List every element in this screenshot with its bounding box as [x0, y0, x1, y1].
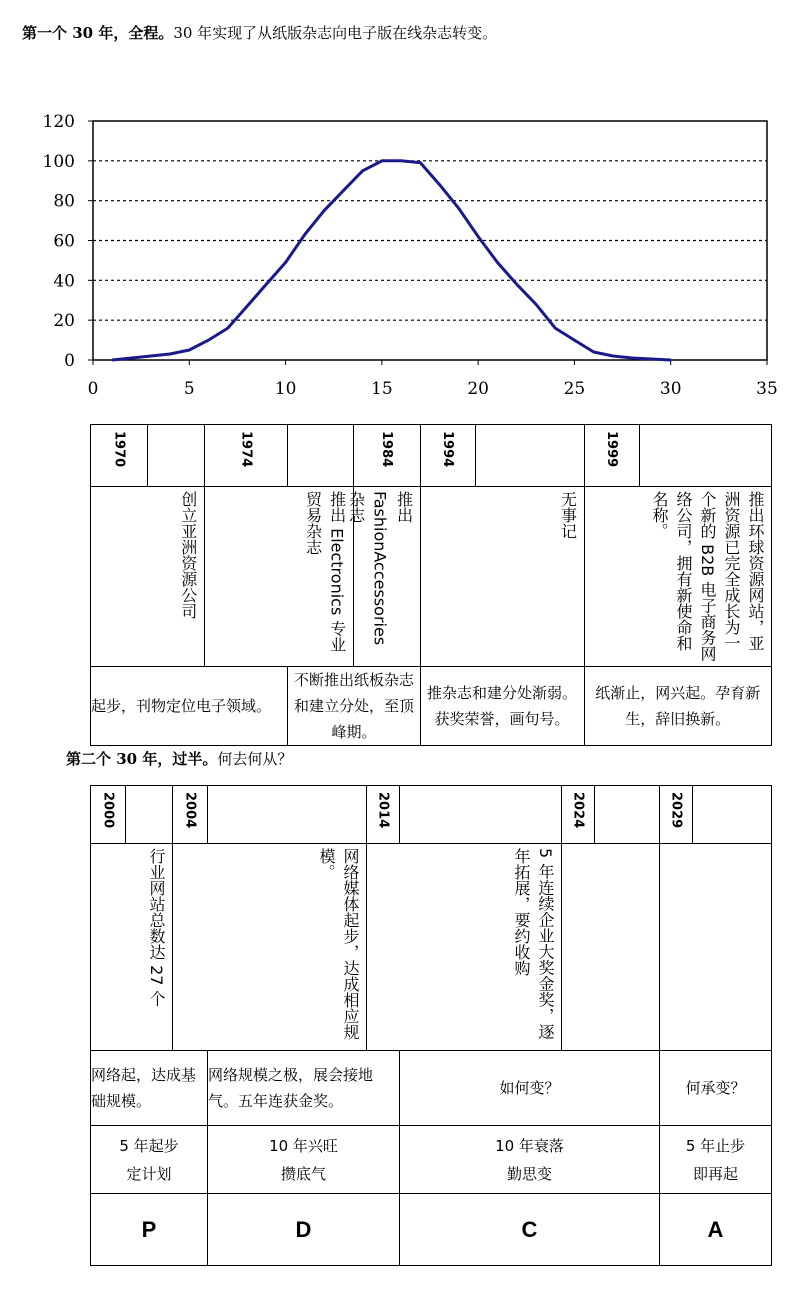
phase-c-line1: 10 年衰落	[495, 1136, 564, 1155]
series-line	[112, 161, 670, 360]
y-tick-label: 80	[53, 191, 75, 212]
data-point	[670, 359, 672, 361]
data-point	[111, 359, 113, 361]
x-tick-label: 5	[183, 379, 195, 399]
data-point	[650, 358, 652, 360]
empty-cell	[288, 425, 353, 487]
pdca-letter-cell	[400, 1194, 660, 1266]
data-point	[438, 184, 440, 186]
event-cell	[420, 487, 584, 667]
year-2024: 2024	[570, 792, 586, 829]
data-point	[400, 160, 402, 162]
data-point	[458, 207, 460, 209]
summary-2-2: 网络规模之极，展会接地气。五年连获金奖。	[208, 1066, 374, 1110]
lifecycle-line-chart	[0, 95, 800, 405]
year-cell	[584, 425, 639, 487]
y-tick-label: 0	[64, 351, 75, 371]
pdca-letter-cell	[208, 1194, 400, 1266]
event-1999: 推出环球资源网站，亚洲资源已完全成长为一个新的 B2B 电子商务网络公司，拥有新使命和名称。	[650, 491, 765, 662]
phase-d-line2: 攒底气	[280, 1164, 326, 1183]
event-1974: 推出 Electronics 专业贸易杂志	[303, 491, 347, 653]
y-tick-label: 60	[53, 231, 75, 252]
year-cell	[173, 786, 208, 844]
empty-cell	[693, 786, 772, 844]
timeline-table-1	[90, 424, 772, 746]
data-point	[323, 209, 325, 211]
summary-2-3: 如何变？	[499, 1079, 560, 1097]
phase-d-line1: 10 年兴旺	[269, 1136, 338, 1155]
data-point	[515, 283, 517, 285]
year-1970: 1970	[111, 431, 127, 468]
summary-2-1: 网络起，达成基础规模。	[91, 1066, 197, 1110]
event-cell	[367, 844, 562, 1051]
event-1994: 无事记	[558, 491, 578, 539]
year-1994: 1994	[440, 431, 456, 468]
data-point	[554, 327, 556, 329]
pdca-letter-p: P	[141, 1216, 157, 1242]
section-heading-1	[22, 22, 497, 43]
year-cell	[91, 425, 148, 487]
empty-cell	[126, 786, 173, 844]
pdca-letter-d: D	[295, 1216, 312, 1242]
data-point	[265, 283, 267, 285]
event-cell	[562, 844, 660, 1051]
year-2000: 2000	[100, 792, 116, 829]
data-point	[381, 160, 383, 162]
section-heading-2-text: 何去何从？	[217, 750, 293, 768]
summary-cell	[400, 1051, 660, 1126]
event-2004: 网络媒体起步，达成相应规模。	[317, 848, 360, 1040]
event-2000: 行业网站总数达 27 个	[147, 848, 166, 1007]
data-point	[304, 233, 306, 235]
x-tick-label: 10	[274, 379, 297, 399]
year-2004: 2004	[182, 792, 198, 829]
year-cell	[204, 425, 288, 487]
empty-cell	[639, 425, 771, 487]
section-heading-1-bold: 第一个 30 年，全程。	[22, 24, 174, 42]
data-point	[246, 305, 248, 307]
y-tick-label: 100	[42, 151, 75, 172]
summary-cell	[288, 667, 420, 746]
event-1984: 推出 FashionAccessories 杂志	[346, 491, 414, 646]
event-cell	[346, 487, 420, 667]
year-cell	[91, 786, 126, 844]
phase-a-line1: 5 年止步	[685, 1136, 746, 1155]
pdca-letter-c: C	[521, 1216, 538, 1242]
y-tick-label: 20	[53, 311, 75, 332]
summary-3: 推杂志和建分处渐弱。获奖荣誉，画句号。	[427, 684, 578, 728]
data-point	[130, 357, 132, 359]
data-point	[284, 261, 286, 263]
empty-cell	[147, 425, 204, 487]
event-cell	[91, 844, 173, 1051]
phase-cell	[91, 1126, 208, 1194]
phase-cell	[660, 1126, 772, 1194]
event-cell	[204, 487, 353, 667]
section-heading-2	[66, 748, 292, 769]
year-1999: 1999	[604, 431, 620, 468]
year-1984: 1984	[379, 431, 395, 468]
pdca-letter-cell	[660, 1194, 772, 1266]
phase-p-line2: 定计划	[126, 1164, 172, 1183]
section-heading-1-text: 30 年实现了从纸版杂志向电子版在线杂志转变。	[173, 24, 498, 42]
event-cell	[173, 844, 367, 1051]
pdca-letter-a: A	[707, 1216, 724, 1242]
data-point	[631, 357, 633, 359]
data-point	[227, 327, 229, 329]
year-cell	[420, 425, 475, 487]
event-2014: 5 年连续企业大奖金奖，逐年拓展，要约收购	[512, 848, 555, 1040]
data-point	[419, 162, 421, 164]
data-point	[150, 355, 152, 357]
x-tick-label: 20	[467, 379, 489, 399]
event-cell	[584, 487, 771, 667]
data-point	[169, 353, 171, 355]
x-tick-label: 35	[756, 379, 778, 399]
summary-cell	[584, 667, 771, 746]
year-cell	[660, 786, 693, 844]
empty-cell	[595, 786, 660, 844]
phase-p-line1: 5 年起步	[119, 1136, 179, 1155]
year-cell	[562, 786, 595, 844]
data-point	[573, 339, 575, 341]
year-1974: 1974	[238, 431, 254, 468]
summary-cell	[420, 667, 584, 746]
summary-cell	[91, 667, 288, 746]
data-point	[361, 170, 363, 172]
empty-cell	[475, 425, 584, 487]
section-heading-2-bold: 第二个 30 年，过半。	[66, 750, 218, 768]
data-point	[207, 339, 209, 341]
summary-4: 纸渐止，网兴起。孕育新生，辞旧换新。	[595, 684, 761, 728]
phase-cell	[208, 1126, 400, 1194]
event-cell	[91, 487, 205, 667]
data-point	[188, 349, 190, 351]
event-1970: 创立亚洲资源公司	[178, 491, 198, 619]
phase-a-line2: 即再起	[692, 1164, 738, 1183]
summary-cell	[660, 1051, 772, 1126]
x-tick-label: 25	[563, 379, 586, 399]
pdca-letter-cell	[91, 1194, 208, 1266]
timeline-table-2	[90, 785, 772, 1266]
phase-cell	[400, 1126, 660, 1194]
x-tick-label: 30	[659, 379, 682, 399]
summary-2-4: 何承变？	[685, 1079, 746, 1097]
y-tick-label: 40	[53, 271, 75, 292]
data-point	[477, 235, 479, 237]
y-tick-label: 120	[42, 112, 75, 132]
year-2029: 2029	[668, 792, 684, 829]
event-cell	[660, 844, 772, 1051]
data-point	[496, 261, 498, 263]
data-point	[592, 351, 594, 353]
summary-cell	[208, 1051, 400, 1126]
summary-1: 起步，刊物定位电子领域。	[91, 697, 272, 715]
empty-cell	[208, 786, 367, 844]
summary-cell	[91, 1051, 208, 1126]
x-tick-label: 0	[87, 379, 99, 399]
data-point	[342, 190, 344, 192]
empty-cell	[400, 786, 562, 844]
x-tick-label: 15	[371, 379, 393, 399]
data-point	[535, 303, 537, 305]
summary-2: 不断推出纸板杂志和建立分处，至顶峰期。	[293, 671, 414, 741]
phase-c-line2: 勤思变	[506, 1164, 552, 1183]
year-2014: 2014	[375, 792, 391, 829]
year-cell	[353, 425, 420, 487]
year-cell	[367, 786, 400, 844]
data-point	[612, 355, 614, 357]
